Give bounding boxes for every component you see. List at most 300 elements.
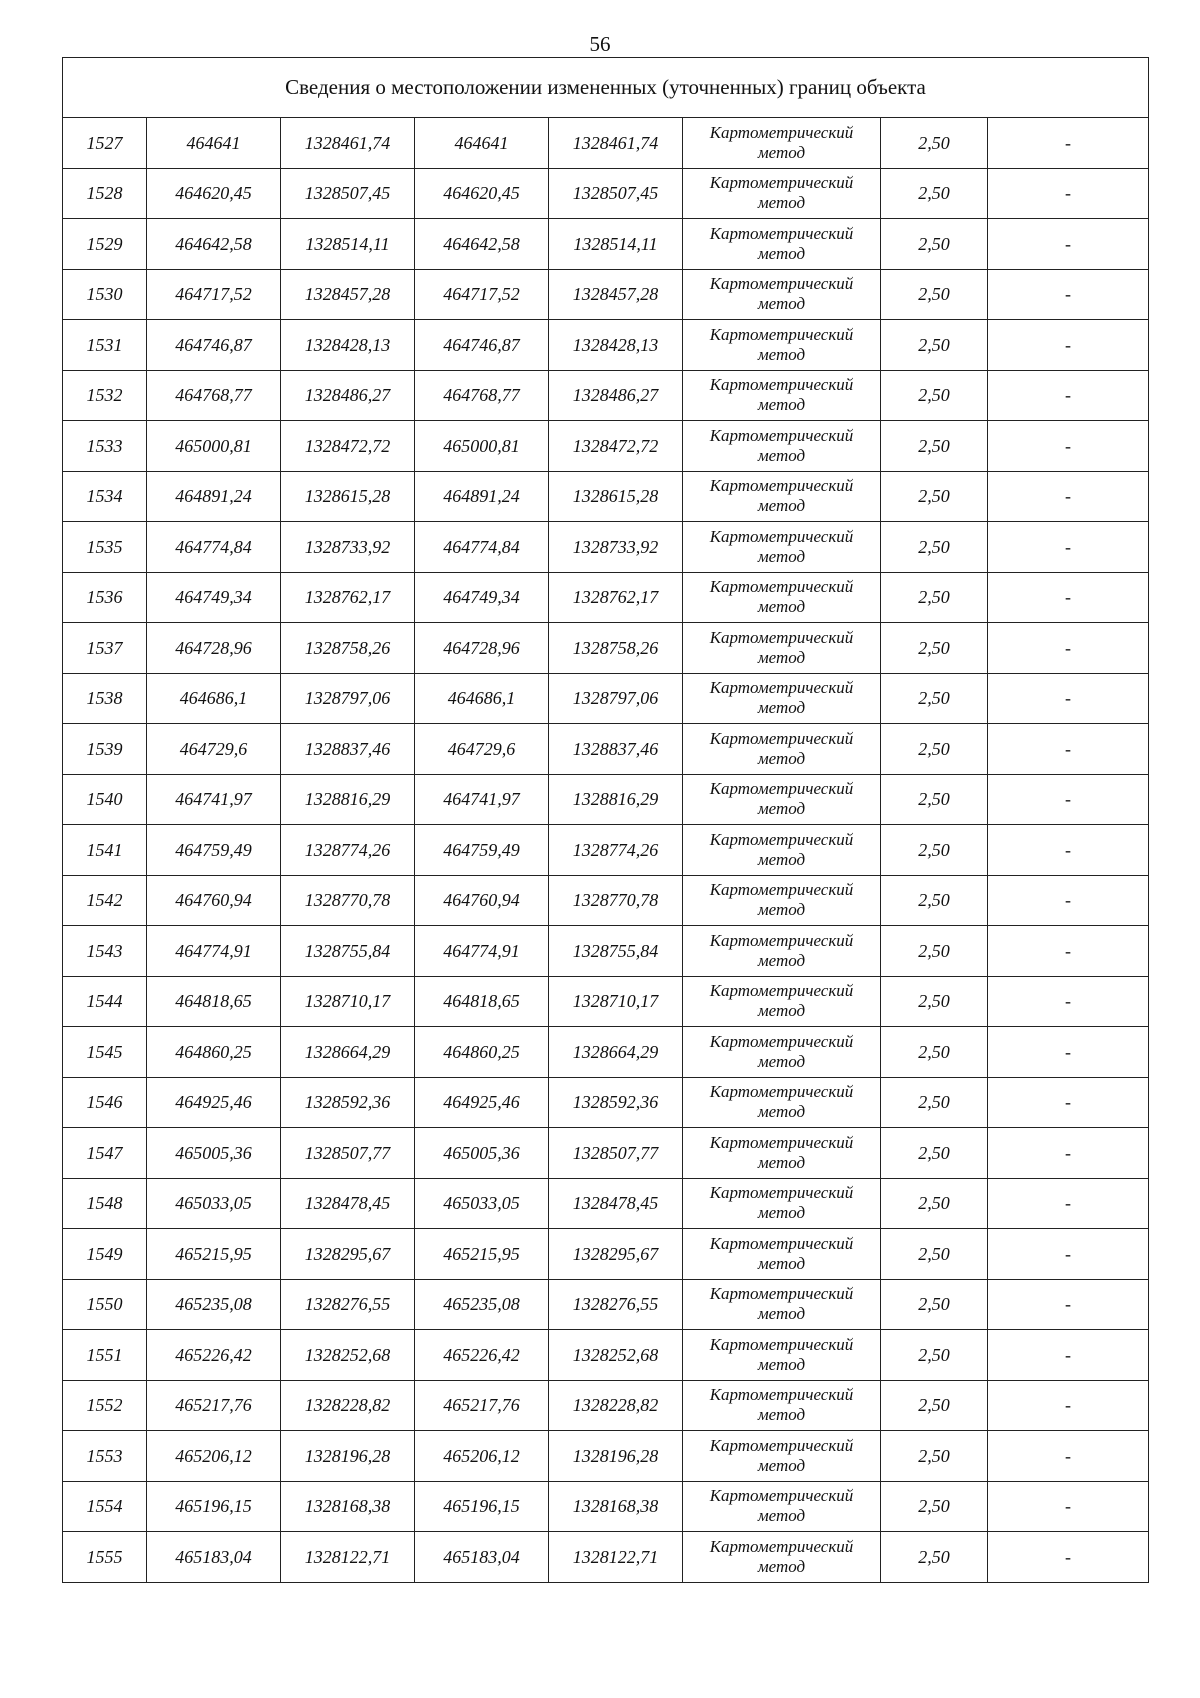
x-updated-cell: 464774,91 bbox=[415, 926, 549, 977]
note-cell: - bbox=[988, 673, 1149, 724]
y-existing-cell: 1328196,28 bbox=[281, 1431, 415, 1482]
x-updated-cell: 465206,12 bbox=[415, 1431, 549, 1482]
y-existing-cell: 1328168,38 bbox=[281, 1481, 415, 1532]
y-existing-cell: 1328710,17 bbox=[281, 976, 415, 1027]
point-number-cell: 1537 bbox=[63, 623, 147, 674]
method-label-line2: метод bbox=[757, 1203, 806, 1223]
accuracy-cell: 2,50 bbox=[881, 825, 988, 876]
x-updated-cell: 465235,08 bbox=[415, 1279, 549, 1330]
x-existing-cell: 464717,52 bbox=[147, 269, 281, 320]
x-existing-cell: 464891,24 bbox=[147, 471, 281, 522]
x-existing-cell: 464741,97 bbox=[147, 774, 281, 825]
method-label-line2: метод bbox=[757, 546, 806, 566]
x-existing-cell: 465217,76 bbox=[147, 1380, 281, 1431]
y-existing-cell: 1328733,92 bbox=[281, 522, 415, 573]
x-existing-cell: 464749,34 bbox=[147, 572, 281, 623]
x-updated-cell: 464741,97 bbox=[415, 774, 549, 825]
accuracy-cell: 2,50 bbox=[881, 370, 988, 421]
table-row bbox=[63, 623, 1149, 674]
x-updated-cell: 465217,76 bbox=[415, 1380, 549, 1431]
method-label-line1: Картометрический bbox=[709, 1233, 854, 1253]
accuracy-cell: 2,50 bbox=[881, 774, 988, 825]
note-cell: - bbox=[988, 926, 1149, 977]
method-label-line2: метод bbox=[757, 344, 806, 364]
method-cell bbox=[683, 1532, 881, 1583]
table-body bbox=[63, 118, 1149, 1583]
note-cell: - bbox=[988, 1380, 1149, 1431]
page-number: 56 bbox=[589, 32, 611, 56]
table-row bbox=[63, 1178, 1149, 1229]
table-row bbox=[63, 926, 1149, 977]
y-existing-cell: 1328461,74 bbox=[281, 118, 415, 169]
accuracy-cell: 2,50 bbox=[881, 623, 988, 674]
y-existing-cell: 1328507,45 bbox=[281, 168, 415, 219]
table-row bbox=[63, 1380, 1149, 1431]
table-row bbox=[63, 572, 1149, 623]
x-existing-cell: 464768,77 bbox=[147, 370, 281, 421]
note-cell: - bbox=[988, 1229, 1149, 1280]
y-updated-cell: 1328252,68 bbox=[549, 1330, 683, 1381]
method-label-line1: Картометрический bbox=[709, 930, 854, 950]
note-cell: - bbox=[988, 1279, 1149, 1330]
method-cell bbox=[683, 219, 881, 270]
x-updated-cell: 464729,6 bbox=[415, 724, 549, 775]
table-row bbox=[63, 1279, 1149, 1330]
y-existing-cell: 1328428,13 bbox=[281, 320, 415, 371]
note-cell: - bbox=[988, 1128, 1149, 1179]
x-updated-cell: 464686,1 bbox=[415, 673, 549, 724]
y-existing-cell: 1328457,28 bbox=[281, 269, 415, 320]
x-existing-cell: 465033,05 bbox=[147, 1178, 281, 1229]
method-cell bbox=[683, 471, 881, 522]
method-cell bbox=[683, 1431, 881, 1482]
accuracy-cell: 2,50 bbox=[881, 875, 988, 926]
accuracy-cell: 2,50 bbox=[881, 522, 988, 573]
y-updated-cell: 1328774,26 bbox=[549, 825, 683, 876]
method-label-line2: метод bbox=[757, 496, 806, 516]
x-existing-cell: 464860,25 bbox=[147, 1027, 281, 1078]
point-number-cell: 1555 bbox=[63, 1532, 147, 1583]
note-cell: - bbox=[988, 1481, 1149, 1532]
method-label-line2: метод bbox=[757, 395, 806, 415]
point-number-cell: 1544 bbox=[63, 976, 147, 1027]
method-cell bbox=[683, 370, 881, 421]
accuracy-cell: 2,50 bbox=[881, 118, 988, 169]
y-updated-cell: 1328797,06 bbox=[549, 673, 683, 724]
note-cell: - bbox=[988, 471, 1149, 522]
x-updated-cell: 465005,36 bbox=[415, 1128, 549, 1179]
x-existing-cell: 465235,08 bbox=[147, 1279, 281, 1330]
table-row bbox=[63, 724, 1149, 775]
method-label-line1: Картометрический bbox=[709, 1385, 854, 1405]
y-existing-cell: 1328478,45 bbox=[281, 1178, 415, 1229]
method-label-line2: метод bbox=[757, 647, 806, 667]
x-updated-cell: 464642,58 bbox=[415, 219, 549, 270]
boundary-coordinates-table bbox=[62, 57, 1149, 1583]
point-number-cell: 1539 bbox=[63, 724, 147, 775]
note-cell: - bbox=[988, 118, 1149, 169]
point-number-cell: 1531 bbox=[63, 320, 147, 371]
y-existing-cell: 1328615,28 bbox=[281, 471, 415, 522]
accuracy-cell: 2,50 bbox=[881, 673, 988, 724]
table-title-row bbox=[63, 58, 1149, 118]
point-number-cell: 1535 bbox=[63, 522, 147, 573]
table-row bbox=[63, 471, 1149, 522]
x-existing-cell: 465183,04 bbox=[147, 1532, 281, 1583]
table-row bbox=[63, 269, 1149, 320]
note-cell: - bbox=[988, 1077, 1149, 1128]
x-updated-cell: 465183,04 bbox=[415, 1532, 549, 1583]
accuracy-cell: 2,50 bbox=[881, 572, 988, 623]
method-label-line1: Картометрический bbox=[709, 1536, 854, 1556]
table-row bbox=[63, 219, 1149, 270]
table-row bbox=[63, 875, 1149, 926]
point-number-cell: 1528 bbox=[63, 168, 147, 219]
x-existing-cell: 465196,15 bbox=[147, 1481, 281, 1532]
method-cell bbox=[683, 118, 881, 169]
x-updated-cell: 464717,52 bbox=[415, 269, 549, 320]
y-updated-cell: 1328168,38 bbox=[549, 1481, 683, 1532]
table-row bbox=[63, 118, 1149, 169]
method-cell bbox=[683, 168, 881, 219]
method-label-line1: Картометрический bbox=[709, 678, 854, 698]
y-existing-cell: 1328295,67 bbox=[281, 1229, 415, 1280]
method-label-line1: Картометрический bbox=[709, 425, 854, 445]
x-existing-cell: 464686,1 bbox=[147, 673, 281, 724]
x-existing-cell: 465206,12 bbox=[147, 1431, 281, 1482]
method-label-line1: Картометрический bbox=[709, 1435, 854, 1455]
y-updated-cell: 1328428,13 bbox=[549, 320, 683, 371]
y-updated-cell: 1328592,36 bbox=[549, 1077, 683, 1128]
method-label-line1: Картометрический bbox=[709, 1486, 854, 1506]
method-cell bbox=[683, 976, 881, 1027]
y-existing-cell: 1328507,77 bbox=[281, 1128, 415, 1179]
x-updated-cell: 464774,84 bbox=[415, 522, 549, 573]
point-number-cell: 1530 bbox=[63, 269, 147, 320]
accuracy-cell: 2,50 bbox=[881, 421, 988, 472]
y-existing-cell: 1328774,26 bbox=[281, 825, 415, 876]
note-cell: - bbox=[988, 623, 1149, 674]
x-existing-cell: 464774,91 bbox=[147, 926, 281, 977]
y-updated-cell: 1328478,45 bbox=[549, 1178, 683, 1229]
x-updated-cell: 465226,42 bbox=[415, 1330, 549, 1381]
method-cell bbox=[683, 269, 881, 320]
method-label-line2: метод bbox=[757, 1556, 806, 1576]
accuracy-cell: 2,50 bbox=[881, 168, 988, 219]
x-updated-cell: 464891,24 bbox=[415, 471, 549, 522]
y-updated-cell: 1328755,84 bbox=[549, 926, 683, 977]
point-number-cell: 1550 bbox=[63, 1279, 147, 1330]
note-cell: - bbox=[988, 1431, 1149, 1482]
y-updated-cell: 1328122,71 bbox=[549, 1532, 683, 1583]
y-updated-cell: 1328770,78 bbox=[549, 875, 683, 926]
y-updated-cell: 1328710,17 bbox=[549, 976, 683, 1027]
accuracy-cell: 2,50 bbox=[881, 1128, 988, 1179]
method-label-line2: метод bbox=[757, 698, 806, 718]
table-row bbox=[63, 1128, 1149, 1179]
point-number-cell: 1529 bbox=[63, 219, 147, 270]
x-updated-cell: 464749,34 bbox=[415, 572, 549, 623]
x-existing-cell: 464774,84 bbox=[147, 522, 281, 573]
table-row bbox=[63, 976, 1149, 1027]
table-row bbox=[63, 168, 1149, 219]
y-updated-cell: 1328816,29 bbox=[549, 774, 683, 825]
x-updated-cell: 464641 bbox=[415, 118, 549, 169]
note-cell: - bbox=[988, 320, 1149, 371]
table-title: Сведения о местоположении измененных (уточненных) границ объекта bbox=[63, 58, 1149, 118]
method-cell bbox=[683, 724, 881, 775]
note-cell: - bbox=[988, 1027, 1149, 1078]
method-label-line1: Картометрический bbox=[709, 880, 854, 900]
accuracy-cell: 2,50 bbox=[881, 1330, 988, 1381]
method-label-line2: метод bbox=[757, 1304, 806, 1324]
point-number-cell: 1553 bbox=[63, 1431, 147, 1482]
table-row bbox=[63, 421, 1149, 472]
y-existing-cell: 1328797,06 bbox=[281, 673, 415, 724]
x-existing-cell: 464620,45 bbox=[147, 168, 281, 219]
x-existing-cell: 465000,81 bbox=[147, 421, 281, 472]
note-cell: - bbox=[988, 976, 1149, 1027]
point-number-cell: 1543 bbox=[63, 926, 147, 977]
accuracy-cell: 2,50 bbox=[881, 1380, 988, 1431]
point-number-cell: 1533 bbox=[63, 421, 147, 472]
note-cell: - bbox=[988, 875, 1149, 926]
method-label-line2: метод bbox=[757, 950, 806, 970]
method-cell bbox=[683, 1128, 881, 1179]
method-label-line1: Картометрический bbox=[709, 1031, 854, 1051]
table-row bbox=[63, 673, 1149, 724]
y-existing-cell: 1328762,17 bbox=[281, 572, 415, 623]
method-cell bbox=[683, 1178, 881, 1229]
method-label-line2: метод bbox=[757, 1506, 806, 1526]
x-existing-cell: 464818,65 bbox=[147, 976, 281, 1027]
note-cell: - bbox=[988, 1532, 1149, 1583]
y-updated-cell: 1328762,17 bbox=[549, 572, 683, 623]
point-number-cell: 1536 bbox=[63, 572, 147, 623]
method-label-line1: Картометрический bbox=[709, 577, 854, 597]
method-label-line2: метод bbox=[757, 799, 806, 819]
method-label-line2: метод bbox=[757, 849, 806, 869]
y-updated-cell: 1328514,11 bbox=[549, 219, 683, 270]
method-label-line2: метод bbox=[757, 1152, 806, 1172]
y-updated-cell: 1328507,45 bbox=[549, 168, 683, 219]
method-cell bbox=[683, 825, 881, 876]
y-existing-cell: 1328592,36 bbox=[281, 1077, 415, 1128]
method-cell bbox=[683, 572, 881, 623]
point-number-cell: 1554 bbox=[63, 1481, 147, 1532]
table-row bbox=[63, 1532, 1149, 1583]
method-cell bbox=[683, 774, 881, 825]
note-cell: - bbox=[988, 370, 1149, 421]
x-updated-cell: 464620,45 bbox=[415, 168, 549, 219]
accuracy-cell: 2,50 bbox=[881, 269, 988, 320]
method-label-line1: Картометрический bbox=[709, 728, 854, 748]
y-updated-cell: 1328837,46 bbox=[549, 724, 683, 775]
accuracy-cell: 2,50 bbox=[881, 1532, 988, 1583]
table-row bbox=[63, 1027, 1149, 1078]
method-label-line1: Картометрический bbox=[709, 122, 854, 142]
note-cell: - bbox=[988, 1178, 1149, 1229]
point-number-cell: 1549 bbox=[63, 1229, 147, 1280]
method-label-line1: Картометрический bbox=[709, 476, 854, 496]
method-label-line1: Картометрический bbox=[709, 1284, 854, 1304]
method-cell bbox=[683, 1229, 881, 1280]
point-number-cell: 1540 bbox=[63, 774, 147, 825]
method-label-line2: метод bbox=[757, 900, 806, 920]
method-label-line1: Картометрический bbox=[709, 779, 854, 799]
x-updated-cell: 464818,65 bbox=[415, 976, 549, 1027]
accuracy-cell: 2,50 bbox=[881, 1481, 988, 1532]
method-cell bbox=[683, 1027, 881, 1078]
y-existing-cell: 1328514,11 bbox=[281, 219, 415, 270]
method-cell bbox=[683, 421, 881, 472]
method-label-line1: Картометрический bbox=[709, 173, 854, 193]
accuracy-cell: 2,50 bbox=[881, 1178, 988, 1229]
y-existing-cell: 1328122,71 bbox=[281, 1532, 415, 1583]
point-number-cell: 1545 bbox=[63, 1027, 147, 1078]
method-label-line2: метод bbox=[757, 1253, 806, 1273]
accuracy-cell: 2,50 bbox=[881, 1431, 988, 1482]
point-number-cell: 1547 bbox=[63, 1128, 147, 1179]
method-cell bbox=[683, 1279, 881, 1330]
note-cell: - bbox=[988, 168, 1149, 219]
method-label-line2: метод bbox=[757, 193, 806, 213]
method-label-line2: метод bbox=[757, 1405, 806, 1425]
point-number-cell: 1527 bbox=[63, 118, 147, 169]
note-cell: - bbox=[988, 269, 1149, 320]
x-updated-cell: 465000,81 bbox=[415, 421, 549, 472]
accuracy-cell: 2,50 bbox=[881, 976, 988, 1027]
y-existing-cell: 1328228,82 bbox=[281, 1380, 415, 1431]
method-cell bbox=[683, 1481, 881, 1532]
x-updated-cell: 464760,94 bbox=[415, 875, 549, 926]
table-row bbox=[63, 1077, 1149, 1128]
table-row bbox=[63, 774, 1149, 825]
accuracy-cell: 2,50 bbox=[881, 926, 988, 977]
method-label-line2: метод bbox=[757, 142, 806, 162]
y-updated-cell: 1328196,28 bbox=[549, 1431, 683, 1482]
table-row bbox=[63, 320, 1149, 371]
y-updated-cell: 1328664,29 bbox=[549, 1027, 683, 1078]
x-updated-cell: 464728,96 bbox=[415, 623, 549, 674]
table-row bbox=[63, 522, 1149, 573]
method-cell bbox=[683, 522, 881, 573]
y-existing-cell: 1328664,29 bbox=[281, 1027, 415, 1078]
method-cell bbox=[683, 1380, 881, 1431]
y-existing-cell: 1328770,78 bbox=[281, 875, 415, 926]
y-updated-cell: 1328228,82 bbox=[549, 1380, 683, 1431]
x-updated-cell: 465196,15 bbox=[415, 1481, 549, 1532]
accuracy-cell: 2,50 bbox=[881, 724, 988, 775]
x-updated-cell: 464768,77 bbox=[415, 370, 549, 421]
method-label-line1: Картометрический bbox=[709, 627, 854, 647]
method-cell bbox=[683, 875, 881, 926]
y-existing-cell: 1328837,46 bbox=[281, 724, 415, 775]
x-existing-cell: 464729,6 bbox=[147, 724, 281, 775]
method-cell bbox=[683, 623, 881, 674]
y-updated-cell: 1328295,67 bbox=[549, 1229, 683, 1280]
x-existing-cell: 464746,87 bbox=[147, 320, 281, 371]
point-number-cell: 1546 bbox=[63, 1077, 147, 1128]
method-label-line1: Картометрический bbox=[709, 829, 854, 849]
note-cell: - bbox=[988, 825, 1149, 876]
y-existing-cell: 1328816,29 bbox=[281, 774, 415, 825]
note-cell: - bbox=[988, 774, 1149, 825]
note-cell: - bbox=[988, 421, 1149, 472]
point-number-cell: 1534 bbox=[63, 471, 147, 522]
table-row bbox=[63, 1431, 1149, 1482]
x-existing-cell: 464641 bbox=[147, 118, 281, 169]
y-updated-cell: 1328461,74 bbox=[549, 118, 683, 169]
x-existing-cell: 464760,94 bbox=[147, 875, 281, 926]
point-number-cell: 1551 bbox=[63, 1330, 147, 1381]
method-label-line1: Картометрический bbox=[709, 1334, 854, 1354]
table-row bbox=[63, 825, 1149, 876]
y-updated-cell: 1328758,26 bbox=[549, 623, 683, 674]
point-number-cell: 1538 bbox=[63, 673, 147, 724]
table-row bbox=[63, 1330, 1149, 1381]
x-updated-cell: 464925,46 bbox=[415, 1077, 549, 1128]
method-label-line2: метод bbox=[757, 1051, 806, 1071]
method-cell bbox=[683, 673, 881, 724]
table-row bbox=[63, 1229, 1149, 1280]
x-existing-cell: 464759,49 bbox=[147, 825, 281, 876]
y-updated-cell: 1328733,92 bbox=[549, 522, 683, 573]
accuracy-cell: 2,50 bbox=[881, 1027, 988, 1078]
y-existing-cell: 1328758,26 bbox=[281, 623, 415, 674]
y-updated-cell: 1328457,28 bbox=[549, 269, 683, 320]
y-updated-cell: 1328276,55 bbox=[549, 1279, 683, 1330]
point-number-cell: 1532 bbox=[63, 370, 147, 421]
method-label-line2: метод bbox=[757, 748, 806, 768]
x-existing-cell: 465215,95 bbox=[147, 1229, 281, 1280]
x-updated-cell: 464860,25 bbox=[415, 1027, 549, 1078]
x-updated-cell: 465033,05 bbox=[415, 1178, 549, 1229]
x-existing-cell: 464925,46 bbox=[147, 1077, 281, 1128]
method-cell bbox=[683, 320, 881, 371]
method-label-line1: Картометрический bbox=[709, 1132, 854, 1152]
accuracy-cell: 2,50 bbox=[881, 1229, 988, 1280]
method-label-line2: метод bbox=[757, 445, 806, 465]
method-label-line1: Картометрический bbox=[709, 223, 854, 243]
table-row bbox=[63, 370, 1149, 421]
x-existing-cell: 464728,96 bbox=[147, 623, 281, 674]
accuracy-cell: 2,50 bbox=[881, 1279, 988, 1330]
method-cell bbox=[683, 926, 881, 977]
method-label-line2: метод bbox=[757, 294, 806, 314]
note-cell: - bbox=[988, 724, 1149, 775]
x-existing-cell: 464642,58 bbox=[147, 219, 281, 270]
method-label-line2: метод bbox=[757, 1102, 806, 1122]
accuracy-cell: 2,50 bbox=[881, 1077, 988, 1128]
method-label-line2: метод bbox=[757, 1455, 806, 1475]
y-updated-cell: 1328486,27 bbox=[549, 370, 683, 421]
note-cell: - bbox=[988, 522, 1149, 573]
method-cell bbox=[683, 1330, 881, 1381]
method-label-line2: метод bbox=[757, 243, 806, 263]
method-label-line2: метод bbox=[757, 597, 806, 617]
method-label-line2: метод bbox=[757, 1354, 806, 1374]
x-existing-cell: 465226,42 bbox=[147, 1330, 281, 1381]
method-cell bbox=[683, 1077, 881, 1128]
accuracy-cell: 2,50 bbox=[881, 471, 988, 522]
y-updated-cell: 1328472,72 bbox=[549, 421, 683, 472]
accuracy-cell: 2,50 bbox=[881, 219, 988, 270]
y-updated-cell: 1328507,77 bbox=[549, 1128, 683, 1179]
table-row bbox=[63, 1481, 1149, 1532]
y-existing-cell: 1328252,68 bbox=[281, 1330, 415, 1381]
x-updated-cell: 464759,49 bbox=[415, 825, 549, 876]
